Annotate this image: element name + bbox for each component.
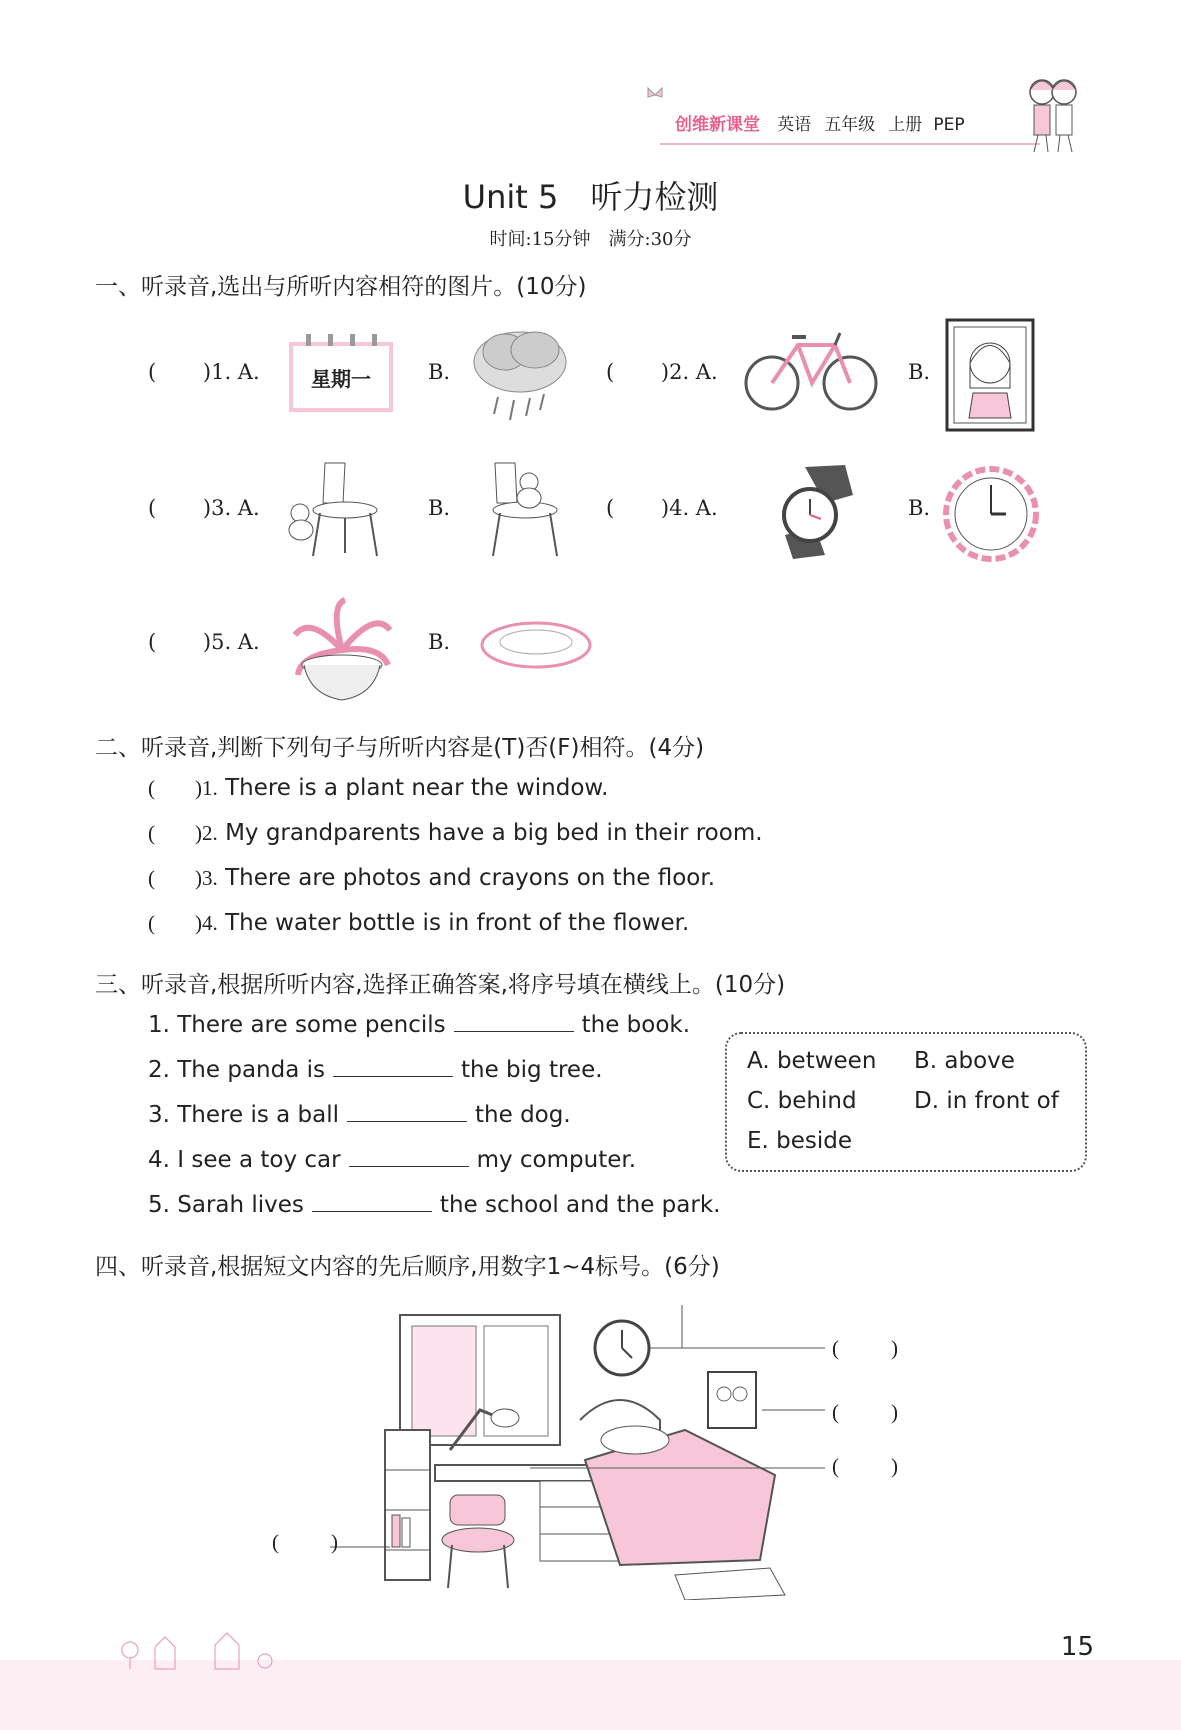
answer-paren-close: ) <box>331 1530 338 1554</box>
watch-icon[interactable] <box>775 465 855 560</box>
answer-blank[interactable] <box>349 1145 469 1167</box>
s2-item-2 <box>148 820 763 846</box>
s3-q3-pre: 3. There is a ball <box>148 1102 340 1128</box>
answer-paren-close: ) <box>891 1400 898 1424</box>
chair-with-cat-on-seat-icon[interactable] <box>485 458 585 558</box>
answer-paren-open[interactable]: ( <box>606 496 615 520</box>
chair-with-cat-beside-icon[interactable] <box>285 458 395 558</box>
s4-answer-chair[interactable] <box>272 1530 338 1555</box>
answer-paren-open[interactable]: ( <box>832 1454 839 1478</box>
section1-heading: 一、听录音,选出与所听内容相符的图片。(10分) <box>95 274 587 300</box>
s2-q3-number: )3. <box>195 866 218 890</box>
butterfly-icon <box>645 85 665 105</box>
leader-line-chair <box>330 1545 390 1550</box>
answer-blank[interactable] <box>312 1190 432 1212</box>
option-c: C. behind <box>747 1088 857 1114</box>
answer-paren-open[interactable]: ( <box>272 1530 279 1554</box>
section2-heading: 二、听录音,判断下列句子与所听内容是(T)否(F)相符。(4分) <box>95 735 705 761</box>
option-a: A. between <box>747 1048 877 1074</box>
page-number: 15 <box>1060 1632 1094 1662</box>
q2-option-b: B. <box>908 360 931 384</box>
volume: 上册 <box>888 115 923 135</box>
s3-item-3 <box>148 1100 571 1128</box>
q1-option-b: B. <box>428 360 451 384</box>
page-title: Unit 5 听力检测 <box>462 178 719 216</box>
subject: 英语 <box>777 115 812 135</box>
q1-number: )1. A. <box>202 360 260 384</box>
answer-paren-open[interactable]: ( <box>832 1336 839 1360</box>
s3-q1-pre: 1. There are some pencils <box>148 1012 446 1038</box>
s2-item-3 <box>148 865 715 891</box>
s3-item-2 <box>148 1055 603 1083</box>
calendar-monday-picture[interactable] <box>289 342 393 412</box>
edition: PEP <box>933 115 965 135</box>
s4-answer-bed[interactable] <box>832 1454 898 1479</box>
s3-q4-post: my computer. <box>476 1147 637 1173</box>
s1-q4 <box>606 496 718 520</box>
q3-option-b: B. <box>428 496 451 520</box>
kids-mascot-icon <box>1020 70 1085 155</box>
q2-number: )2. A. <box>660 360 718 384</box>
header-divider <box>660 143 1040 145</box>
s1-q5 <box>148 630 260 654</box>
s1-q1 <box>148 360 260 384</box>
answer-paren-open[interactable]: ( <box>148 496 157 520</box>
s1-q3 <box>148 496 260 520</box>
footer-band <box>0 1660 1181 1730</box>
town-decoration-icon <box>115 1625 275 1670</box>
s3-q4-pre: 4. I see a toy car <box>148 1147 341 1173</box>
s3-q5-post: the school and the park. <box>439 1192 721 1218</box>
girl-portrait-icon[interactable] <box>945 318 1035 432</box>
s4-answer-clock[interactable] <box>832 1336 898 1361</box>
answer-blank[interactable] <box>333 1055 453 1077</box>
q3-number: )3. A. <box>202 496 260 520</box>
bicycle-icon[interactable] <box>740 325 882 415</box>
calendar-label: 星期一 <box>311 366 371 391</box>
section4-heading: 四、听录音,根据短文内容的先后顺序,用数字1~4标号。(6分) <box>95 1254 720 1280</box>
q5-number: )5. A. <box>202 630 260 654</box>
answer-paren-open[interactable]: ( <box>148 630 157 654</box>
plate-icon[interactable] <box>480 620 592 670</box>
answer-blank[interactable] <box>347 1100 467 1122</box>
option-d: D. in front of <box>914 1088 1059 1114</box>
answer-paren-open[interactable]: ( <box>606 360 615 384</box>
answer-paren-open[interactable]: ( <box>148 911 155 935</box>
s2-item-1 <box>148 775 608 801</box>
wall-clock-icon[interactable] <box>942 465 1040 563</box>
q4-number: )4. A. <box>660 496 718 520</box>
brand-name: 创维新课堂 <box>675 115 760 135</box>
potted-plant-icon[interactable] <box>290 595 395 705</box>
s1-q2 <box>606 360 718 384</box>
answer-paren-open[interactable]: ( <box>148 866 155 890</box>
s2-q2-text: My grandparents have a big bed in their room. <box>225 820 763 846</box>
grade: 五年级 <box>824 115 876 135</box>
q5-option-b: B. <box>428 630 451 654</box>
answer-blank[interactable] <box>454 1010 574 1032</box>
section3-heading: 三、听录音,根据所听内容,选择正确答案,将序号填在横线上。(10分) <box>95 972 786 998</box>
s2-q2-number: )2. <box>195 821 218 845</box>
s3-q2-pre: 2. The panda is <box>148 1057 325 1083</box>
answer-paren-open[interactable]: ( <box>148 360 157 384</box>
option-b: B. above <box>914 1048 1015 1074</box>
s3-q2-post: the big tree. <box>461 1057 603 1083</box>
s2-q3-text: There are photos and crayons on the floor. <box>225 865 716 891</box>
answer-paren-open[interactable]: ( <box>148 776 155 800</box>
s2-q1-text: There is a plant near the window. <box>225 775 609 801</box>
answer-paren-open[interactable]: ( <box>832 1400 839 1424</box>
bedroom-scene-icon <box>330 1300 830 1600</box>
s2-item-4 <box>148 910 689 936</box>
s3-item-1 <box>148 1010 690 1038</box>
s3-item-4 <box>148 1145 636 1173</box>
time-info: 时间:15分钟 满分:30分 <box>489 229 692 250</box>
s4-answer-photo[interactable] <box>832 1400 898 1425</box>
s3-item-5 <box>148 1190 720 1218</box>
options-box <box>725 1032 1087 1172</box>
q4-option-b: B. <box>908 496 931 520</box>
option-e: E. beside <box>747 1128 853 1154</box>
s2-q4-text: The water bottle is in front of the flower. <box>225 910 690 936</box>
s2-q4-number: )4. <box>195 911 218 935</box>
rain-cloud-icon[interactable] <box>470 322 570 427</box>
answer-paren-open[interactable]: ( <box>148 821 155 845</box>
answer-paren-close: ) <box>891 1336 898 1360</box>
s2-q1-number: )1. <box>195 776 218 800</box>
answer-paren-close: ) <box>891 1454 898 1478</box>
s3-q5-pre: 5. Sarah lives <box>148 1192 304 1218</box>
s3-q1-post: the book. <box>581 1012 691 1038</box>
s3-q3-post: the dog. <box>475 1102 571 1128</box>
calendar-rings-icon <box>296 334 388 348</box>
